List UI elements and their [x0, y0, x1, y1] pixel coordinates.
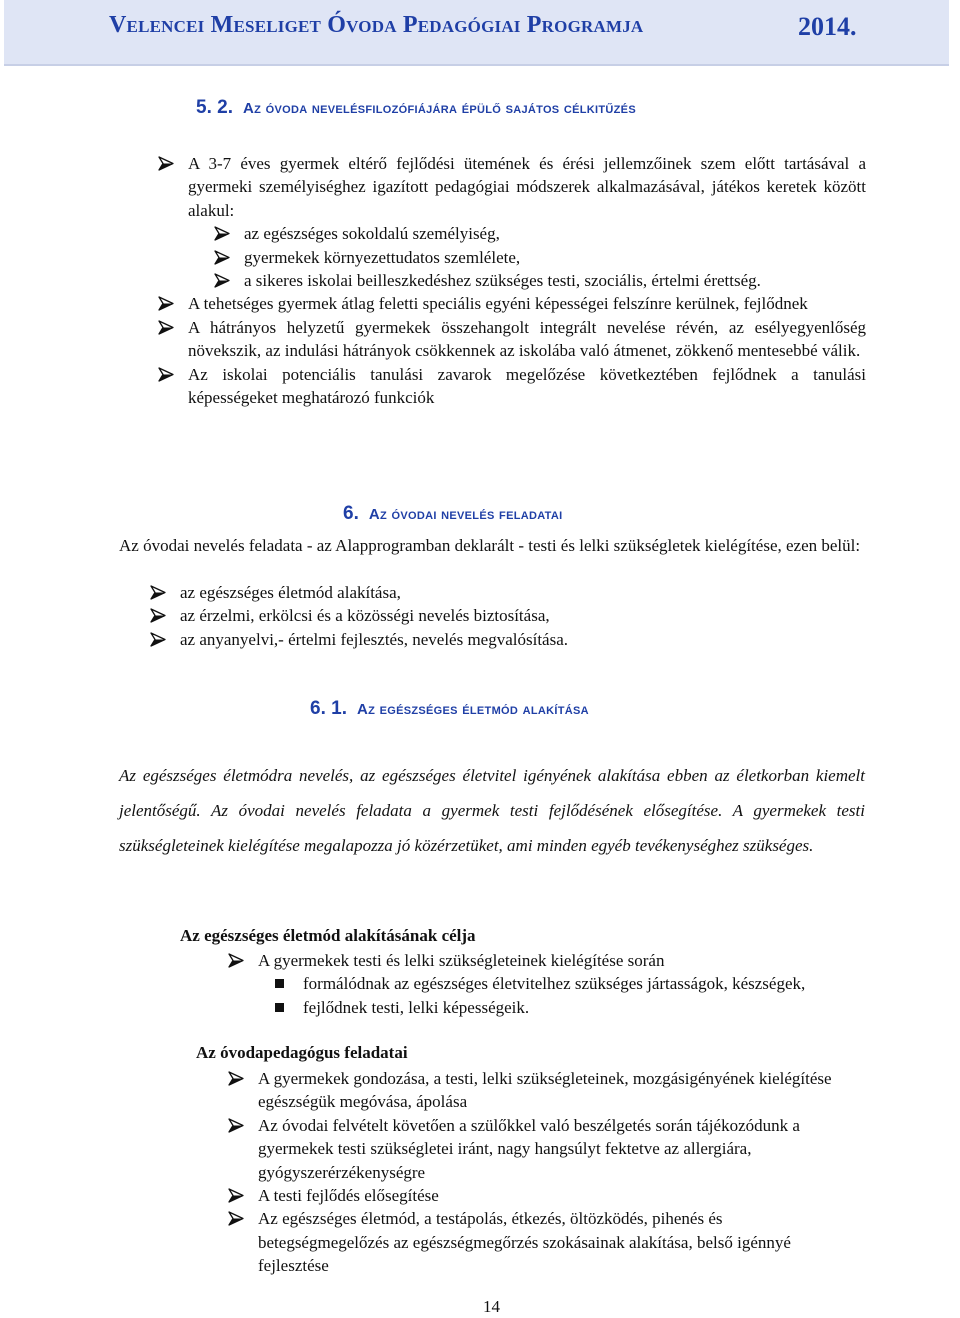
- list-item: A testi fejlődés elősegítése: [228, 1184, 865, 1207]
- list-item: A tehetséges gyermek átlag feletti speciális egyéni képességei felszínre kerülnek, fejlődnek: [158, 292, 866, 315]
- square-bullet-icon: [275, 979, 284, 988]
- arrowhead-bullet-icon: [150, 585, 166, 600]
- list-item: A gyermekek gondozása, a testi, lelki szükségleteinek, mozgásigényének kielégítése egészségük megóvása, ápolása: [228, 1067, 865, 1114]
- section-number: 6.: [343, 503, 359, 524]
- section-number: 5. 2.: [196, 97, 233, 118]
- arrowhead-bullet-icon: [158, 296, 174, 311]
- section-heading-6: [343, 503, 562, 525]
- list-item: Az óvodai felvételt követően a szülőkkel való beszélgetés során tájékozódunk a gyermekek testi szükségletei iránt, nagy hangsúlyt fektetve az allergiára, gyógyszerérzékenységre: [228, 1114, 865, 1184]
- list-item: A gyermekek testi és lelki szükségleteinek kielégítése során: [228, 949, 865, 972]
- section-5-2-list: [158, 152, 866, 409]
- list-item: fejlődnek testi, lelki képességeik.: [273, 996, 865, 1019]
- tasks-list: [228, 1067, 865, 1278]
- list-item: az egészséges sokoldalú személyiség,: [214, 222, 866, 245]
- goal-list: [228, 949, 865, 1019]
- section-title: Az egészséges életmód alakítása: [356, 701, 589, 718]
- square-bullet-icon: [275, 1003, 284, 1012]
- section-6-1-paragraph: Az egészséges életmódra nevelés, az egészséges életvitel igényének alakítása ebben az életkorban kiemelt jelentőségű. Az óvodai nevelés feladata a gyermek testi fejlődésének elősegítése. A gyermekek testi szükségleteinek kielégítése megalapozza jó közérzetüket, ami minden egyéb tevékenységhez szükséges.: [119, 766, 865, 855]
- arrowhead-bullet-icon: [228, 1118, 244, 1133]
- list-item: Az egészséges életmód, a testápolás, étkezés, öltözködés, pihenés és betegségmegelőzés az egészségmegőrzés szokásainak alakítása, belső igénnyé fejlesztése: [228, 1207, 865, 1277]
- list-item: Az iskolai potenciális tanulási zavarok megelőzése következtében fejlődnek a tanulási képességeket meghatározó funkciók: [158, 363, 866, 410]
- arrowhead-bullet-icon: [214, 250, 230, 265]
- arrowhead-bullet-icon: [150, 632, 166, 647]
- arrowhead-bullet-icon: [228, 1071, 244, 1086]
- header-year: 2014.: [798, 12, 857, 41]
- arrowhead-bullet-icon: [158, 367, 174, 382]
- arrowhead-bullet-icon: [228, 953, 244, 968]
- arrowhead-bullet-icon: [158, 320, 174, 335]
- list-item: az egészséges életmód alakítása,: [150, 581, 865, 604]
- section-heading-6-1: [310, 698, 589, 720]
- arrowhead-bullet-icon: [228, 1188, 244, 1203]
- list-item: A 3-7 éves gyermek eltérő fejlődési ütemének és érési jellemzőinek szem előtt tartásával a gyermeki személyiséghez igazított pedagógiai módszerek alkalmazásával, játékos keretek között alakul:: [158, 152, 866, 222]
- section-6-intro: Az óvodai nevelés feladata - az Alapprogramban deklarált - testi és lelki szükségletek kielégítése, ezen belül:: [119, 536, 861, 555]
- arrowhead-bullet-icon: [158, 156, 174, 171]
- section-title: Az óvoda nevelésfilozófiájára épülő sajátos célkitűzés: [242, 100, 636, 117]
- section-number: 6. 1.: [310, 698, 347, 719]
- sub-list: [228, 972, 865, 1019]
- arrowhead-bullet-icon: [214, 226, 230, 241]
- section-6-list: [150, 581, 865, 651]
- sub-list: [158, 222, 866, 292]
- arrowhead-bullet-icon: [150, 608, 166, 623]
- arrowhead-bullet-icon: [228, 1211, 244, 1226]
- list-item: A hátrányos helyzetű gyermekek összehangolt integrált nevelése révén, az esélyegyenlőség növekszik, az indulási hátrányok csökkennek az iskolába való átmenet, zökkenő mentesebbé válik.: [158, 316, 866, 363]
- goal-heading: Az egészséges életmód alakításának célja: [180, 926, 476, 945]
- section-title: Az óvodai nevelés feladatai: [368, 506, 563, 523]
- section-heading-5-2: [196, 97, 636, 119]
- page-number: 14: [483, 1297, 500, 1316]
- running-header: [4, 0, 949, 66]
- list-item: a sikeres iskolai beilleszkedéshez szükséges testi, szociális, értelmi érettség.: [214, 269, 866, 292]
- list-item: formálódnak az egészséges életvitelhez szükséges jártasságok, készségek,: [273, 972, 865, 995]
- list-item: gyermekek környezettudatos szemlélete,: [214, 246, 866, 269]
- tasks-heading: Az óvodapedagógus feladatai: [196, 1043, 408, 1062]
- header-title: Velencei Meseliget Óvoda Pedagógiai Programja: [109, 12, 644, 38]
- list-item: az érzelmi, erkölcsi és a közösségi nevelés biztosítása,: [150, 604, 865, 627]
- arrowhead-bullet-icon: [214, 273, 230, 288]
- list-item: az anyanyelvi,- értelmi fejlesztés, nevelés megvalósítása.: [150, 628, 865, 651]
